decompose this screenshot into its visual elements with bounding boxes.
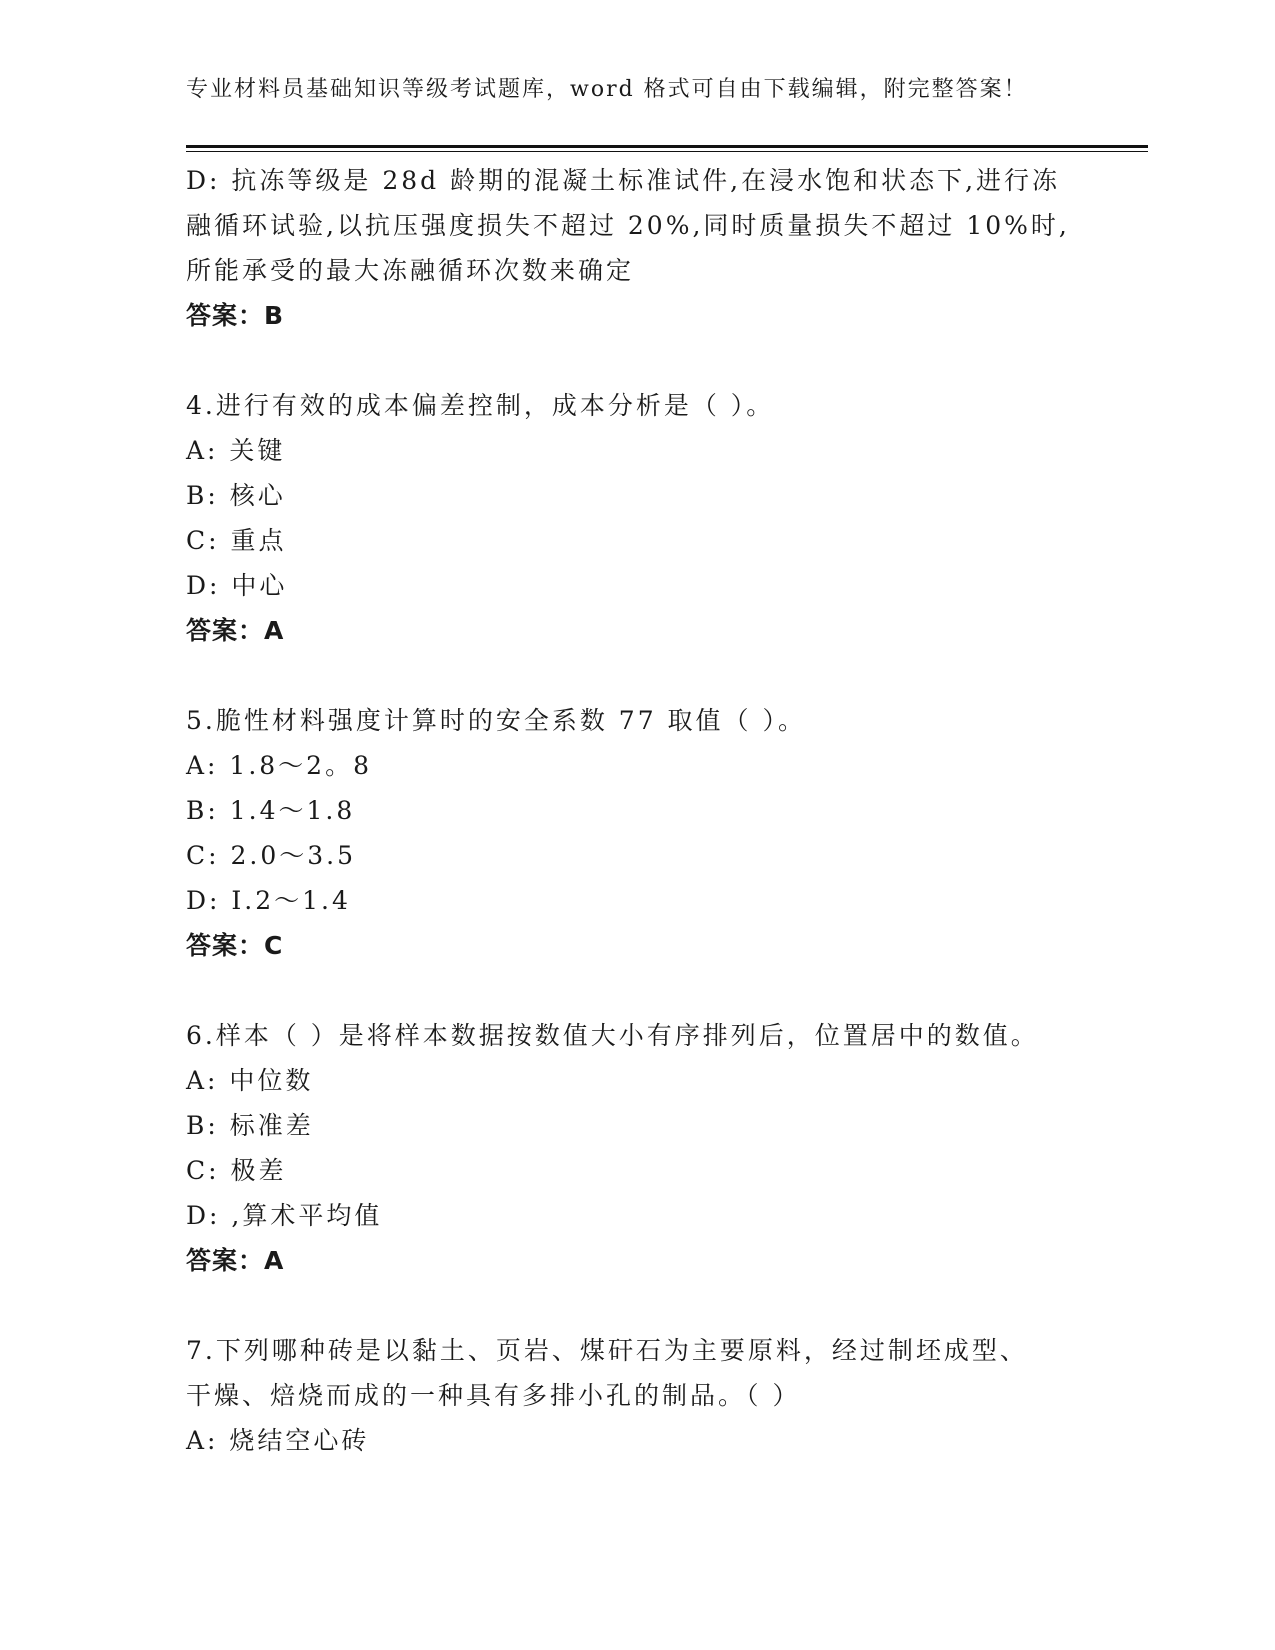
option-b: B: 标准差 [186,1111,314,1140]
spacer [186,1283,1148,1328]
question-stem-line-2: 干燥、焙烧而成的一种具有多排小孔的制品。（ ） [186,1381,801,1410]
question-5 [186,698,1148,968]
answer: 答案：B [186,301,285,330]
option-a: A: 烧结空心砖 [186,1426,370,1455]
option-c: C: 重点 [186,526,287,555]
option-d-line-1: D: 抗冻等级是 28d 龄期的混凝土标准试件,在浸水饱和状态下,进行冻 [186,166,1061,195]
option-d: D: I.2～1.4 [186,886,351,915]
header-rule-thick [186,145,1148,148]
question-7 [186,1328,1148,1463]
answer: 答案：A [186,1246,285,1275]
option-a: A: 1.8～2。8 [186,751,372,780]
option-a: A: 关键 [186,436,286,465]
option-d-line-3: 所能承受的最大冻融循环次数来确定 [186,256,635,285]
option-c: C: 2.0～3.5 [186,841,357,870]
option-b: B: 1.4～1.8 [186,796,356,825]
answer: 答案：C [186,931,284,960]
question-stem: 6.样本（ ）是将样本数据按数值大小有序排列后，位置居中的数值。 [186,1021,1039,1050]
header-rule-thin [186,151,1148,152]
question-3 [186,158,1148,338]
option-d: D: 中心 [186,571,288,600]
question-6 [186,1013,1148,1283]
question-stem: 5.脆性材料强度计算时的安全系数 77 取值（ ）。 [186,706,807,735]
question-stem-line-1: 7.下列哪种砖是以黏土、页岩、煤矸石为主要原料，经过制坯成型、 [186,1336,1028,1365]
answer: 答案：A [186,616,285,645]
option-b: B: 核心 [186,481,286,510]
spacer [186,338,1148,383]
option-d-line-2: 融循环试验,以抗压强度损失不超过 20%,同时质量损失不超过 10%时, [186,211,1070,240]
question-stem: 4.进行有效的成本偏差控制，成本分析是（ ）。 [186,391,775,420]
question-list [186,158,1148,1463]
spacer [186,968,1148,1013]
question-4 [186,383,1148,653]
page-header: 专业材料员基础知识等级考试题库，word 格式可自由下载编辑，附完整答案！ [186,77,1028,102]
spacer [186,653,1148,698]
option-a: A: 中位数 [186,1066,314,1095]
option-c: C: 极差 [186,1156,287,1185]
option-d: D: ,算术平均值 [186,1201,383,1230]
